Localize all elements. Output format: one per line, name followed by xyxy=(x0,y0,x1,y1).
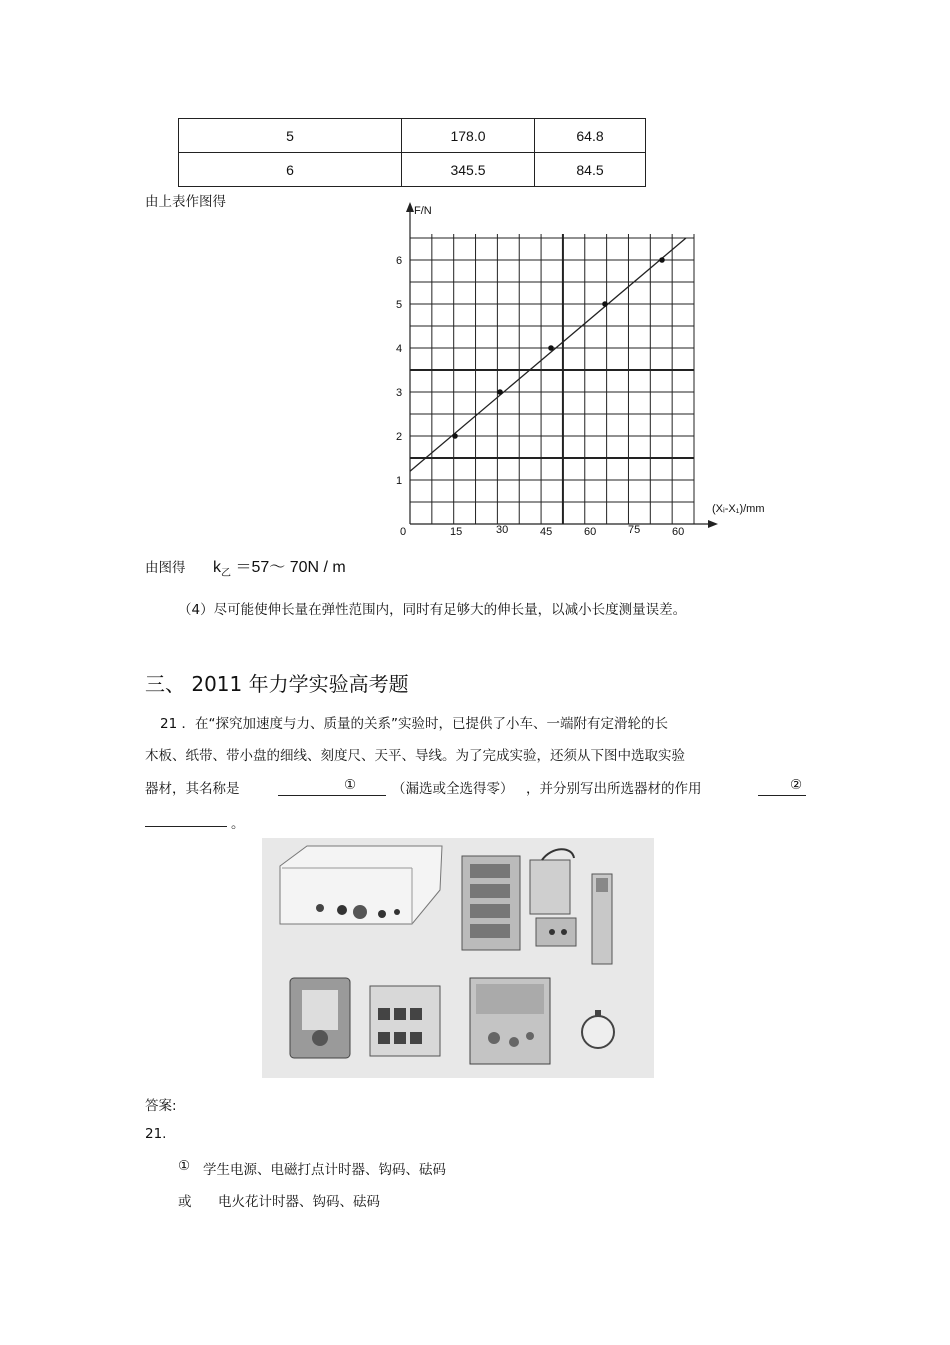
question-21-line2: 木板、纸带、带小盘的细线、刻度尺、天平、导线。为了完成实验，还须从下图中选取实验 xyxy=(145,748,685,764)
table-cell: 64.8 xyxy=(535,119,646,153)
x-tick-label: 60 xyxy=(584,526,597,538)
answer-number: 21. xyxy=(145,1126,167,1142)
answer-blank-2 xyxy=(758,795,806,796)
question-21-line3-end: ，并分别写出所选器材的作用 xyxy=(526,781,702,797)
x-tick-label: 75 xyxy=(628,524,641,536)
table-cell: 84.5 xyxy=(535,153,646,187)
question-21-line1: 21 ．在“探究加速度与力、质量的关系”实验时，已提供了小车、一端附有定滑轮的长 xyxy=(160,716,668,732)
x-tick-label: 60 xyxy=(672,526,685,538)
y-tick-label: 5 xyxy=(396,299,403,311)
answer-1-mark: ① xyxy=(178,1158,191,1174)
question-21-note: （漏选或全选得零） xyxy=(392,781,514,797)
y-tick-label: 4 xyxy=(396,343,403,355)
y-axis-label: F/N xyxy=(414,205,432,217)
table-cell: 5 xyxy=(179,119,402,153)
answer-or: 或 xyxy=(178,1194,192,1210)
table-row xyxy=(179,119,646,153)
from-table-text: 由上表作图得 xyxy=(145,194,226,210)
x-tick-label: 45 xyxy=(540,526,553,538)
x-tick-label: 30 xyxy=(496,524,509,536)
y-axis-arrow xyxy=(406,202,414,212)
table-cell: 6 xyxy=(179,153,402,187)
table-cell: 178.0 xyxy=(402,119,535,153)
question-21-line3: 器材，其名称是 xyxy=(145,781,240,797)
k-formula xyxy=(213,554,346,579)
x-axis-label: (Xᵢ-X₁)/mm xyxy=(712,503,765,515)
answer-blank-1 xyxy=(278,795,386,796)
data-point xyxy=(548,345,554,351)
answer-blank-2-continued xyxy=(145,826,227,827)
data-table xyxy=(178,118,646,187)
x-tick-label: 15 xyxy=(450,526,463,538)
answer-label: 答案: xyxy=(145,1098,177,1114)
section-title: 三、 2011 年力学实验高考题 xyxy=(145,672,409,696)
y-tick-label: 6 xyxy=(396,255,403,267)
table-cell: 345.5 xyxy=(402,153,535,187)
note-4: （4）尽可能使伸长量在弹性范围内，同时有足够大的伸长量，以减小长度测量误差。 xyxy=(178,602,687,618)
question-end-mark: 。 xyxy=(231,816,245,832)
data-point xyxy=(497,389,503,395)
y-tick-label: 3 xyxy=(396,387,403,399)
blank-1-mark: ① xyxy=(344,777,357,793)
x-axis-arrow xyxy=(708,520,718,528)
y-tick-label: 2 xyxy=(396,431,403,443)
k-subscript: 乙 xyxy=(221,568,231,580)
from-graph-text: 由图得 xyxy=(145,560,186,576)
blank-2-mark: ② xyxy=(790,777,803,793)
x-tick-label: 0 xyxy=(400,526,407,538)
answer-1-text: 学生电源、电磁打点计时器、钩码、砝码 xyxy=(203,1162,446,1178)
answer-2-text: 电火花计时器、钩码、砝码 xyxy=(218,1194,380,1210)
data-point xyxy=(452,433,458,439)
data-point xyxy=(602,301,608,307)
chart-grid xyxy=(410,234,694,524)
x-tick-labels xyxy=(400,524,684,538)
y-tick-labels xyxy=(396,255,402,487)
table-row xyxy=(179,153,646,187)
k-value: ＝57～ 70N / m xyxy=(235,559,346,576)
y-tick-label: 1 xyxy=(396,475,403,487)
k-symbol: k xyxy=(213,559,221,576)
force-extension-chart xyxy=(390,200,790,545)
lab-equipment-photo xyxy=(262,838,654,1078)
data-point xyxy=(659,257,665,263)
